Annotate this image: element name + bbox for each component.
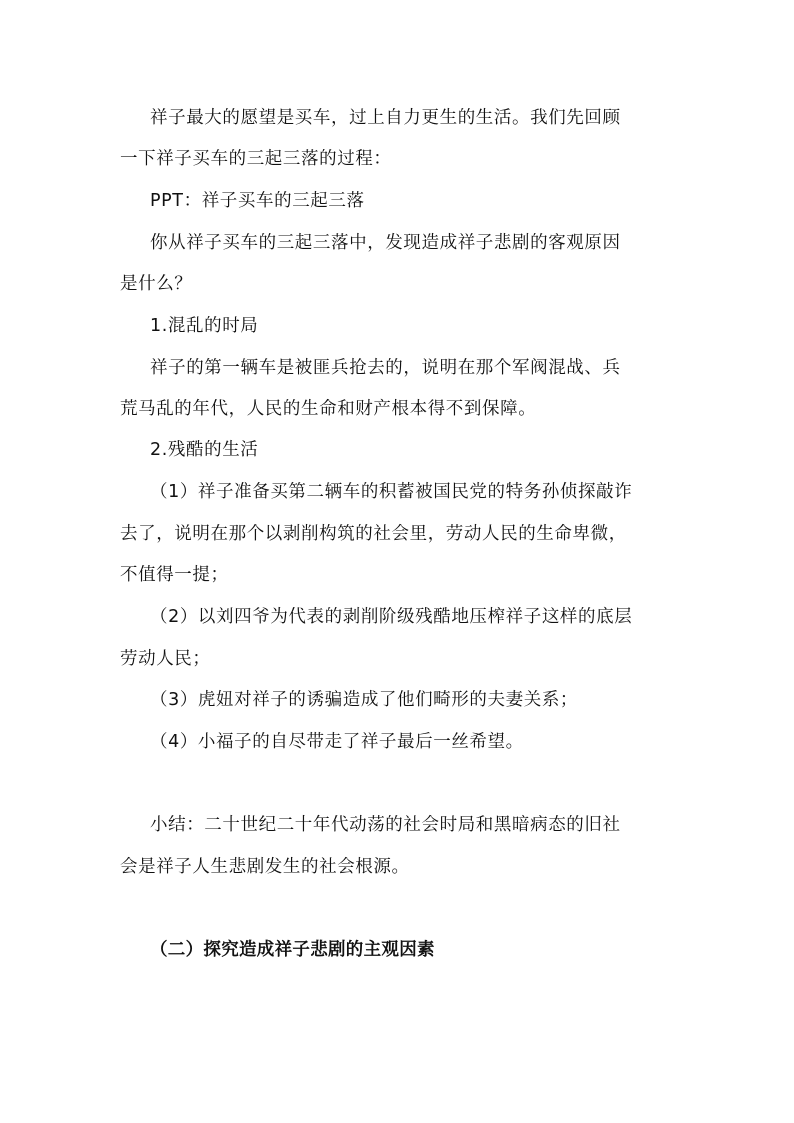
list-item-3: （3）虎妞对祥子的诱骗造成了他们畸形的夫妻关系；	[150, 690, 579, 710]
list-item-4: （4）小福子的自尽带走了祥子最后一丝希望。	[150, 732, 524, 752]
paragraph-first-car-line-2: 荒马乱的年代，人民的生命和财产根本得不到保障。	[120, 399, 537, 419]
list-item-1-line-1: （1）祥子准备买第二辆车的积蓄被国民党的特务孙侦探敲诈	[150, 482, 633, 502]
paragraph-first-car-line-1: 祥子的第一辆车是被匪兵抢去的，说明在那个军阀混战、兵	[150, 358, 621, 378]
paragraph-question-line-1: 你从祥子买车的三起三落中，发现造成祥子悲剧的客观原因	[150, 233, 621, 253]
list-item-1-line-3: 不值得一提；	[120, 565, 229, 585]
paragraph-question-line-2: 是什么？	[120, 274, 193, 294]
heading-chaotic-times: 1.混乱的时局	[150, 316, 259, 336]
paragraph-line-2: 一下祥子买车的三起三落的过程：	[120, 149, 392, 169]
paragraph-ppt-line: PPT：祥子买车的三起三落	[150, 191, 365, 211]
summary-line-2: 会是祥子人生悲剧发生的社会根源。	[120, 857, 410, 877]
summary-line-1: 小结：二十世纪二十年代动荡的社会时局和黑暗病态的旧社	[150, 815, 621, 835]
heading-cruel-life: 2.残酷的生活	[150, 440, 259, 460]
list-item-2-line-2: 劳动人民；	[120, 649, 211, 669]
list-item-2-line-1: （2）以刘四爷为代表的剥削阶级残酷地压榨祥子这样的底层	[150, 607, 633, 627]
section-heading: （二）探究造成祥子悲剧的主观因素	[150, 940, 435, 960]
paragraph-line-1: 祥子最大的愿望是买车，过上自力更生的生活。我们先回顾	[150, 108, 621, 128]
list-item-1-line-2: 去了，说明在那个以剥削构筑的社会里，劳动人民的生命卑微，	[120, 524, 627, 544]
